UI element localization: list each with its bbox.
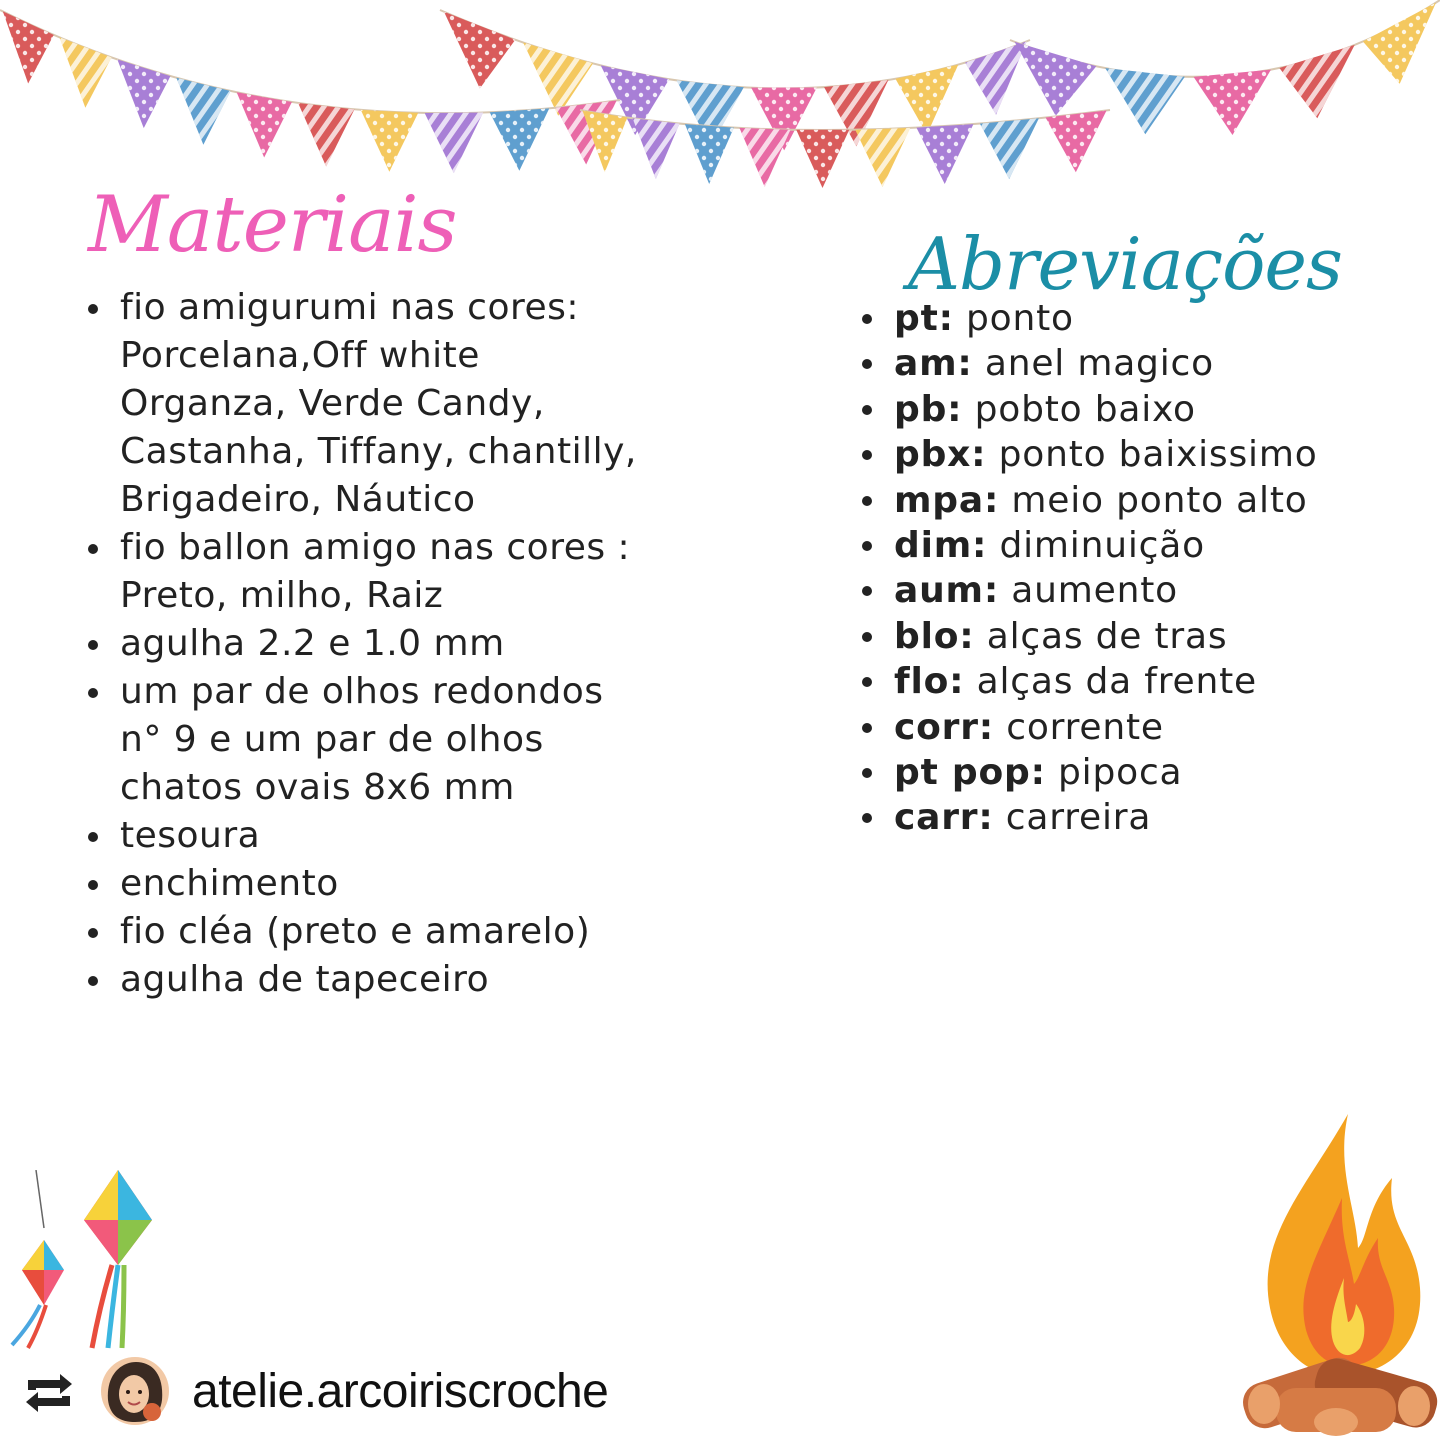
abbreviation-term: corr: xyxy=(894,706,994,748)
materials-list xyxy=(86,284,646,1004)
abbreviations-list xyxy=(860,296,1420,841)
abbreviation-term: pbx: xyxy=(894,434,987,476)
abbreviation-meaning: pipoca xyxy=(1058,752,1183,794)
abbreviation-item xyxy=(860,795,1420,840)
abbreviation-item xyxy=(860,341,1420,386)
materials-item: agulha 2.2 e 1.0 mm xyxy=(86,620,646,668)
abbreviation-item xyxy=(860,523,1420,568)
abbreviation-term: pt pop: xyxy=(894,752,1046,794)
abbreviation-item xyxy=(860,296,1420,341)
abbreviation-term: aum: xyxy=(894,570,1000,612)
abbreviation-term: flo: xyxy=(894,661,965,703)
abbreviation-item xyxy=(860,387,1420,432)
abbreviation-meaning: carreira xyxy=(1005,797,1152,839)
avatar[interactable] xyxy=(100,1356,170,1426)
materials-item: tesoura xyxy=(86,812,646,860)
materials-item: enchimento xyxy=(86,860,646,908)
paper-lanterns xyxy=(0,1170,170,1350)
abbreviation-meaning: corrente xyxy=(1006,706,1164,748)
materials-item: fio ballon amigo nas cores : Preto, milho, Raiz xyxy=(86,524,646,620)
abbreviation-term: pt: xyxy=(894,298,954,339)
materials-item: fio amigurumi nas cores: Porcelana,Off white Organza, Verde Candy, Castanha, Tiffany, chantilly, Brigadeiro, Náutico xyxy=(86,284,646,524)
abbreviation-item xyxy=(860,659,1420,704)
repost-icon[interactable] xyxy=(20,1370,78,1416)
username-handle[interactable]: atelie.arcoiriscroche xyxy=(192,1365,609,1418)
bonfire-icon xyxy=(1236,1108,1440,1440)
abbreviation-term: carr: xyxy=(894,797,994,839)
abbreviation-term: dim: xyxy=(894,525,988,567)
abbreviation-item xyxy=(860,478,1420,523)
abbreviation-item xyxy=(860,568,1420,613)
abbreviation-meaning: alças da frente xyxy=(976,661,1257,703)
materials-item: agulha de tapeceiro xyxy=(86,956,646,1004)
abbreviation-meaning: diminuição xyxy=(999,525,1205,567)
abbreviation-meaning: anel magico xyxy=(984,343,1214,385)
abbreviation-meaning: pobto baixo xyxy=(974,388,1196,430)
abbreviation-meaning: aumento xyxy=(1011,570,1178,612)
abbreviation-item xyxy=(860,614,1420,659)
abbreviation-meaning: ponto baixissimo xyxy=(998,434,1318,476)
abbreviation-term: mpa: xyxy=(894,479,1000,521)
abbreviation-term: pb: xyxy=(894,388,963,430)
materials-item: um par de olhos redondos n° 9 e um par de olhos chatos ovais 8x6 mm xyxy=(86,668,646,812)
abbreviation-item xyxy=(860,750,1420,795)
abbreviation-item xyxy=(860,705,1420,750)
abbreviation-meaning: meio ponto alto xyxy=(1011,479,1308,521)
abbreviations-title: Abreviações xyxy=(908,222,1342,306)
materials-item: fio cléa (preto e amarelo) xyxy=(86,908,646,956)
abbreviation-meaning: alças de tras xyxy=(986,615,1228,657)
materials-title: Materiais xyxy=(88,180,457,270)
abbreviation-term: blo: xyxy=(894,615,975,657)
abbreviation-item xyxy=(860,432,1420,477)
abbreviation-meaning: ponto xyxy=(966,298,1074,339)
abbreviation-term: am: xyxy=(894,343,973,385)
festa-junina-bunting xyxy=(0,0,1440,190)
